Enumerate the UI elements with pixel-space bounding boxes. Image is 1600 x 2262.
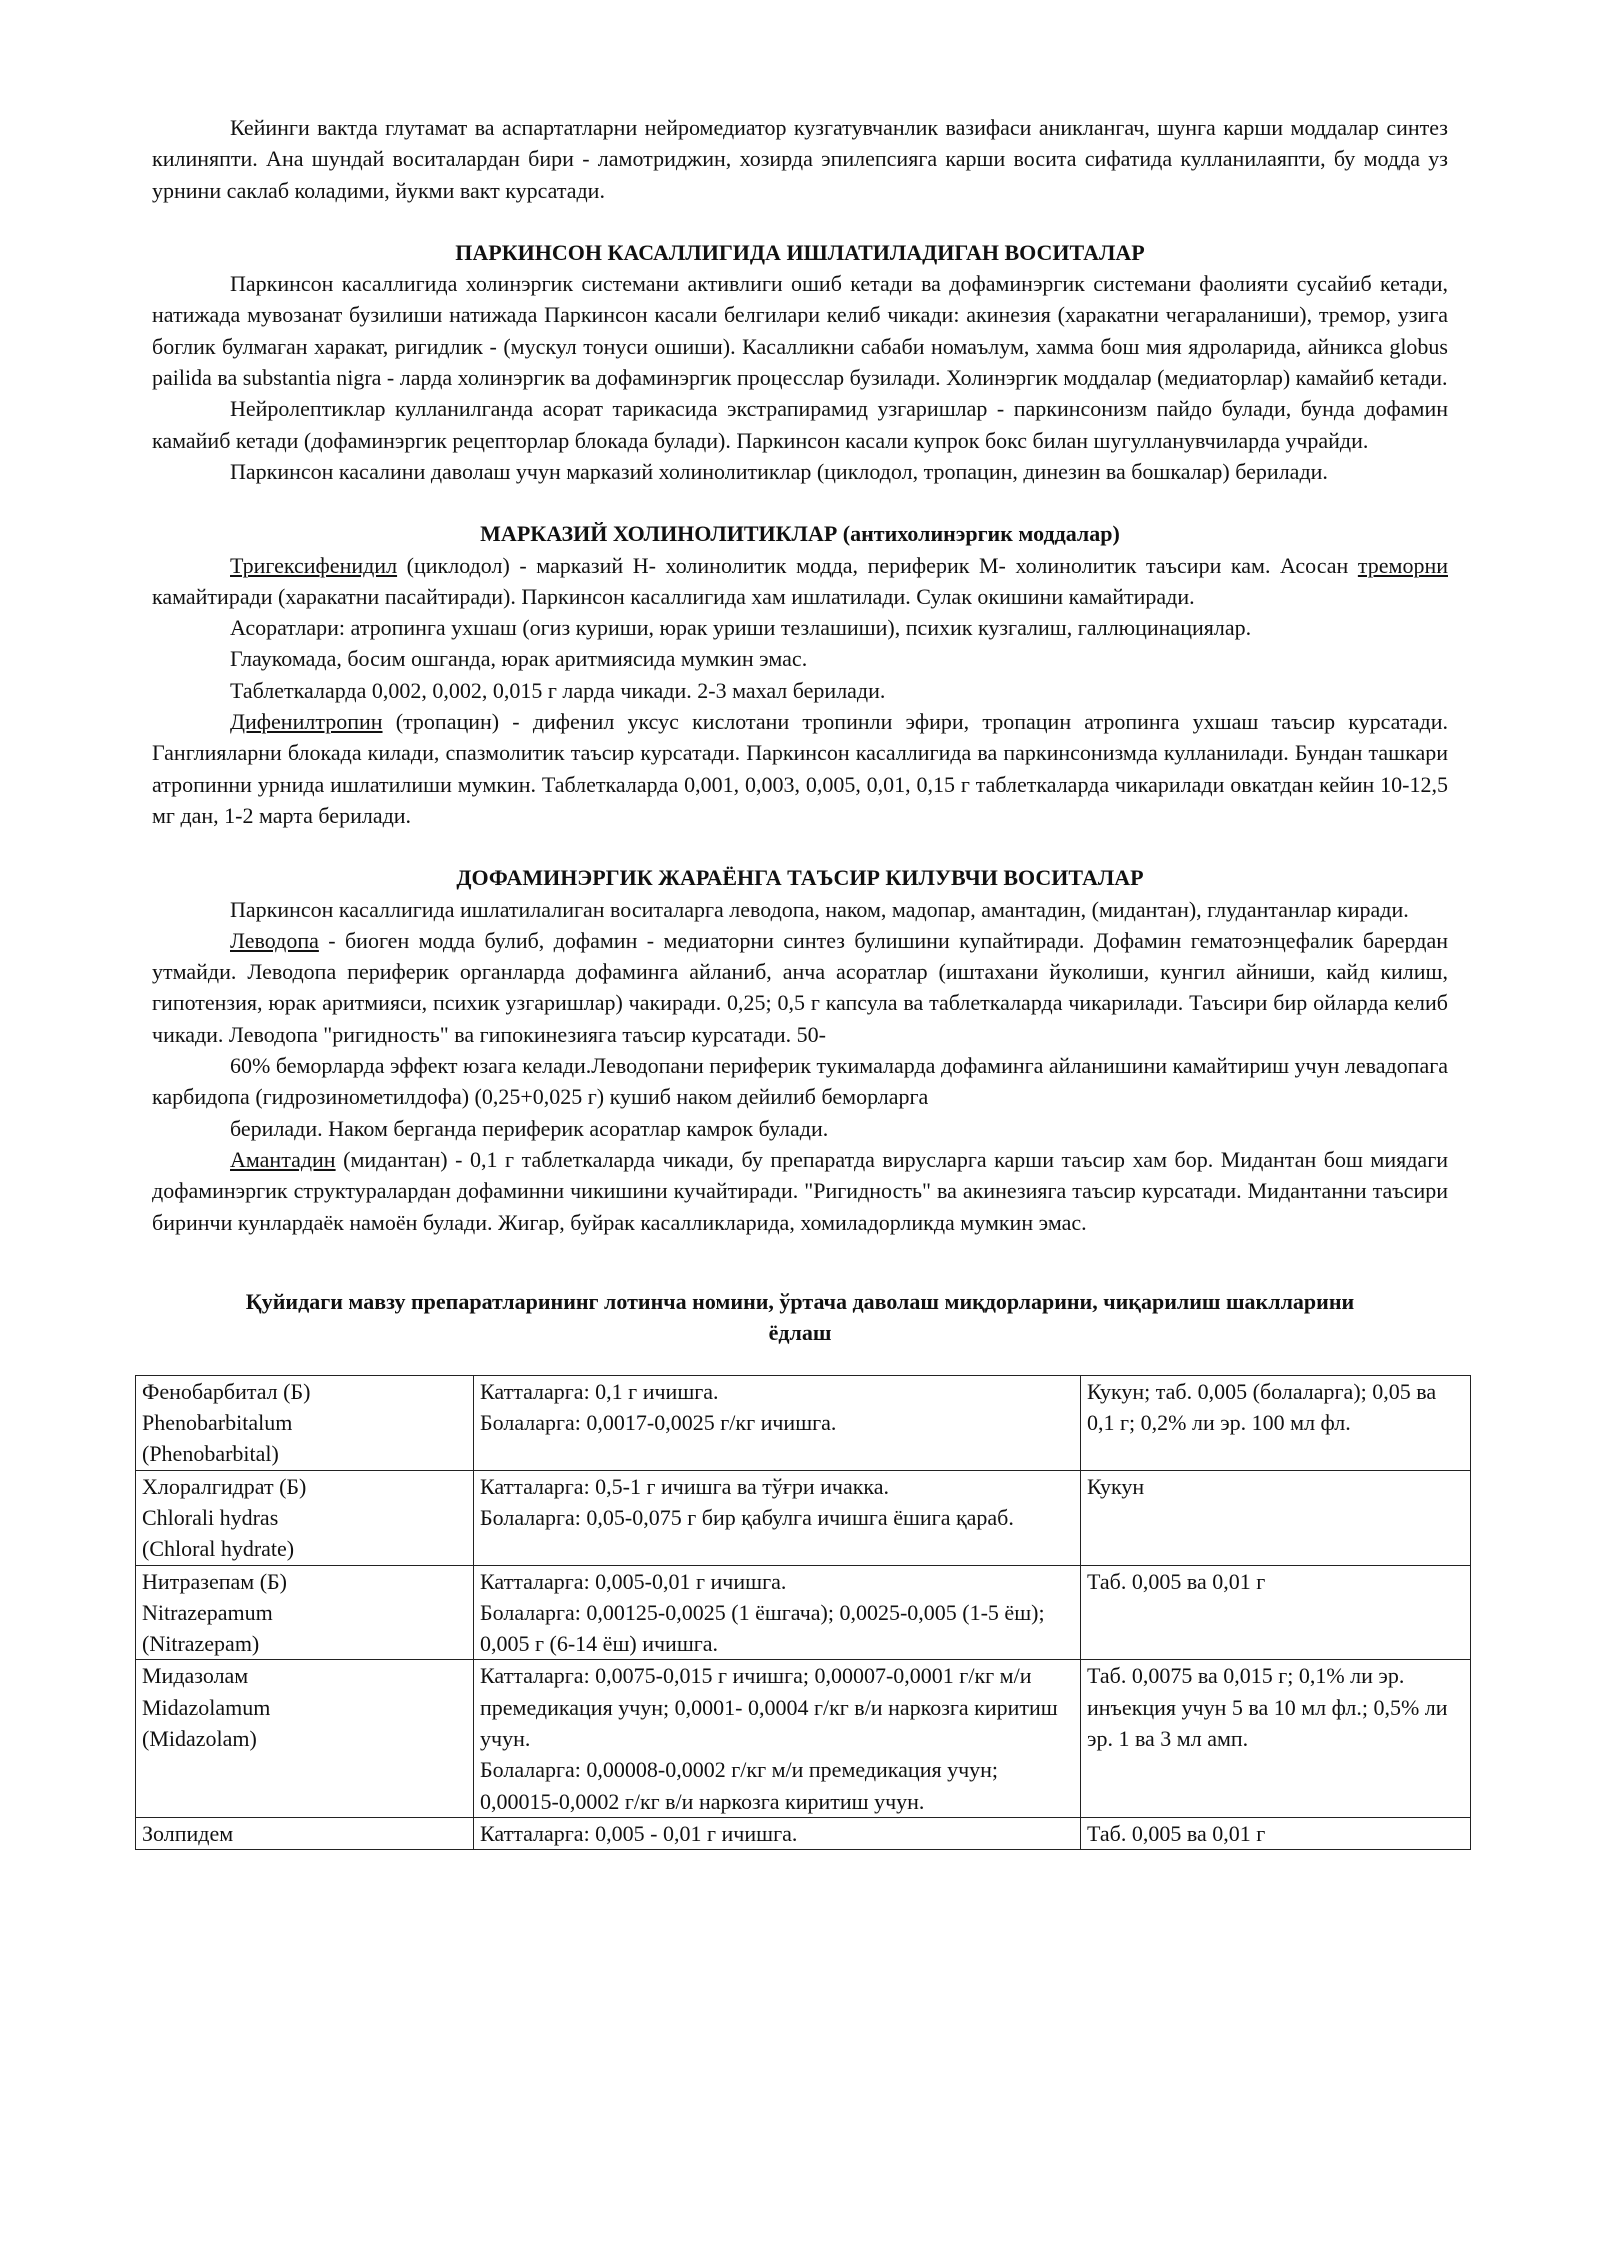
drug-name-line: Midazolamum [142,1694,271,1720]
trihexyphenidyl-text-a: (циклодол) - марказий Н- холинолитик модда, периферик М- холинолитик таъсири кам. Асосан [397,552,1358,578]
dosage-cell [474,1470,1081,1565]
release-form-cell: Кукун; таб. 0,005 (болаларга); 0,05 ва 0,1 г; 0,2% ли эр. 100 мл фл. [1081,1375,1471,1470]
release-form-cell: Кукун [1081,1470,1471,1565]
dosage-cell [474,1817,1081,1849]
parkinson-paragraph-2: Нейролептиклар кулланилганда асорат тарикасида экстрапирамид узгаришлар - паркинсонизм пайдо булади, бунда дофамин камайиб кетади (дофаминэргик рецепторлар блокада булади). Паркинсон касали купрок бокс билан шугулланувчиларда учрайди. [152,396,1448,453]
document-page [142,112,1448,1850]
table-row [136,1375,1471,1470]
dosage-line: Болаларга: 0,05-0,075 г бир қабулга ичишга ёшига қараб. [480,1504,1014,1530]
parkinson-paragraph-1: Паркинсон касаллигида холинэргик системани активлиги ошиб кетади ва дофаминэргик системани фаолияти сусайиб кетади, натижада мувозанат бузилиши натижада Паркинсон касали белгилари келиб чикади: акинезия (харакатни чегараланиши), тремор, узига боглик булмаган харакат, ригидлик - (мускул тонуси ошиши). Касалликни сабаби номаълум, хамма бош мия ядроларида, айникса globus pailida ва substantia nigra - ларда холинэргик ва дофаминэргик процесслар бузилади. Холинэргик моддалар (медиаторлар) камайиб кетади. [152,271,1448,391]
trihexyphenidyl-paragraph [152,550,1448,613]
contraindications-paragraph: Глаукомада, босим ошганда, юрак аритмиясида мумкин эмас. [230,646,808,672]
drugs-table [135,1375,1471,1850]
dopaminergic-heading: ДОФАМИНЭРГИК ЖАРАЁНГА ТАЪСИР КИЛУВЧИ ВОСИТАЛАР [456,865,1144,891]
parkinson-paragraph-3: Паркинсон касалини даволаш учун марказий холинолитиклар (циклодол, тропацин, динезин ва бошкалар) берилади. [230,458,1328,484]
drug-name-line: (Nitrazepam) [142,1631,260,1657]
table-row [136,1565,1471,1660]
table-row [136,1470,1471,1565]
table-row [136,1660,1471,1817]
tremor-term: треморни [1357,552,1448,578]
tablets-paragraph: Таблеткаларда 0,002, 0,002, 0,015 г ларда чикади. 2-3 махал берилади. [230,677,886,703]
levodopa-term: Леводопа [230,927,319,953]
intro-paragraph: Кейинги вактда глутамат ва аспартатларни нейромедиатор кузгатувчанлик вазифаси аниклангач, шунга карши моддалар синтез килиняпти. Ана шундай воситалардан бири - ламотриджин, хозирда эпилепсияга карши восита сифатида кулланилаяпти, бу модда уз урнини саклаб коладими, йукми вакт курсатади. [152,115,1448,203]
drug-name-line: (Midazolam) [142,1726,257,1752]
drug-name-cell [136,1470,474,1565]
diphenyltropine-term: Дифенилтропин [230,709,383,735]
drug-name-cell [136,1660,474,1817]
dosage-cell [474,1375,1081,1470]
drug-name-line: Нитразепам (Б) [142,1568,288,1594]
release-form-cell: Таб. 0,0075 ва 0,015 г; 0,1% ли эр. инъекция учун 5 ва 10 мл фл.; 0,5% ли эр. 1 ва 3 мл амп. [1081,1660,1471,1817]
dosage-line: Катталарга: 0,005 - 0,01 г ичишга. [480,1820,798,1846]
table-row [136,1817,1471,1849]
side-effects-paragraph: Асоратлари: атропинга ухшаш (огиз куриши, юрак уриши тезлашиши), психик кузгалиш, галлюцинациялар. [230,615,1252,641]
drug-name-line: Золпидем [142,1820,234,1846]
levodopa-paragraph [152,925,1448,1050]
dosage-line: Катталарга: 0,1 г ичишга. [480,1378,719,1404]
trihexyphenidyl-text-b: камайтиради (харакатни пасайтиради). Паркинсон касаллигида хам ишлатилади. Сулак окишини камайтиради. [152,583,1195,609]
dopaminergic-paragraph-1: Паркинсон касаллигида ишлатилалиган воситаларга леводопа, наком, мадопар, амантадин, (мидантан), глудантанлар киради. [230,896,1409,922]
levodopa-text: - биоген модда булиб, дофамин - медиаторни синтез булишини купайтиради. Дофамин гематоэнцефалик барердан утмайди. Леводопа периферик органларда дофаминга айланиб, анча асоратлар (иштахани йуколиши, кунгил айниши, кайд килиш, гипотензия, юрак аритмияси, психик узгаришлар) чакиради. 0,25; 0,5 г капсула ва таблеткаларда чикарилади. Таъсири бир ойларда келиб чикади. Леводопа "ригидность" ва гипокинезияга таъсир курсатади. 50- [152,927,1448,1047]
drug-name-line: Phenobarbitalum [142,1410,293,1436]
drug-name-line: Хлоралгидрат (Б) [142,1473,307,1499]
table-heading: Қуйидаги мавзу препаратларининг лотинча номини, ўртача даволаш миқдорларини, чиқарилиш шаклларини ёдлаш [245,1288,1355,1346]
dopaminergic-paragraph-3: 60% беморларда эффект юзага келади.Леводопани периферик тукималарда дофаминга айланишини камайтириш учун левадопага карбидопа (гидрозинометилдофа) (0,25+0,025 г) кушиб наком дейилиб беморларга [152,1053,1448,1110]
diphenyltropine-text: (тропацин) - дифенил уксус кислотани тропинли эфири, тропацин атропинга ухшаш таъсир курсатади. Ганглияларни блокада килади, спазмолитик таъсир курсатади. Паркинсон касаллигида ва паркинсонизмда кулланилади. Бундан ташкари атропинни урнида ишлатилиши мумкин. Таблеткаларда 0,001, 0,003, 0,005, 0,01, 0,15 г таблеткаларда чикарилади овкатдан кейин 10-12,5 мг дан, 1-2 марта берилади. [152,709,1448,828]
parkinson-heading: ПАРКИНСОН КАСАЛЛИГИДА ИШЛАТИЛАДИГАН ВОСИТАЛАР [455,239,1145,265]
amantadine-paragraph [152,1144,1448,1238]
drug-name-line: (Phenobarbital) [142,1441,279,1467]
drug-name-cell [136,1565,474,1660]
drug-name-cell [136,1375,474,1470]
dosage-line: Катталарга: 0,5-1 г ичишга ва тўғри ичакка. [480,1473,890,1499]
drug-name-line: Фенобарбитал (Б) [142,1378,311,1404]
drug-name-line: Nitrazepamum [142,1599,273,1625]
dosage-cell [474,1660,1081,1817]
release-form-cell: Таб. 0,005 ва 0,01 г [1081,1817,1471,1849]
drug-name-cell [136,1817,474,1849]
drug-name-line: (Chloral hydrate) [142,1536,295,1562]
trihexyphenidyl-term: Тригексифенидил [230,552,398,578]
drug-name-line: Chlorali hydras [142,1504,279,1530]
central-cholinolytics-heading: МАРКАЗИЙ ХОЛИНОЛИТИКЛАР (антихолинэргик моддалар) [480,521,1120,547]
diphenyltropine-paragraph [152,706,1448,831]
release-form-cell: Таб. 0,005 ва 0,01 г [1081,1565,1471,1660]
dosage-line: Болаларга: 0,0017-0,0025 г/кг ичишга. [480,1410,837,1436]
dosage-cell [474,1565,1081,1660]
amantadine-text: (мидантан) - 0,1 г таблеткаларда чикади, бу препаратда вирусларга карши таъсир хам бор. Мидантан бош миядаги дофаминэргик структуралардан дофаминни чикишини кучайтиради. "Ригидность" ва акинезияга таъсир курсатади. Мидантанни таъсири биринчи кунлардаёк намоён булади. Жигар, буйрак касалликларида, хомиладорликда мумкин эмас. [152,1146,1448,1235]
dopaminergic-paragraph-4: берилади. Наком берганда периферик асоратлар камрок булади. [230,1115,829,1141]
amantadine-term: Амантадин [230,1146,336,1172]
dosage-line: Катталарга: 0,005-0,01 г ичишга. [480,1568,787,1594]
dosage-line: Катталарга: 0,0075-0,015 г ичишга; 0,00007-0,0001 г/кг м/и премедикация учун; 0,0001- 0,0004 г/кг в/и наркозга киритиш учун. [480,1663,1058,1752]
dosage-line: Болаларга: 0,00125-0,0025 (1 ёшгача); 0,0025-0,005 (1-5 ёш); 0,005 г (6-14 ёш) ичишга. [480,1599,1045,1657]
dosage-line: Болаларга: 0,00008-0,0002 г/кг м/и премедикация учун; 0,00015-0,0002 г/кг в/и наркозга киритиш учун. [480,1757,999,1814]
drug-name-line: Мидазолам [142,1663,249,1689]
